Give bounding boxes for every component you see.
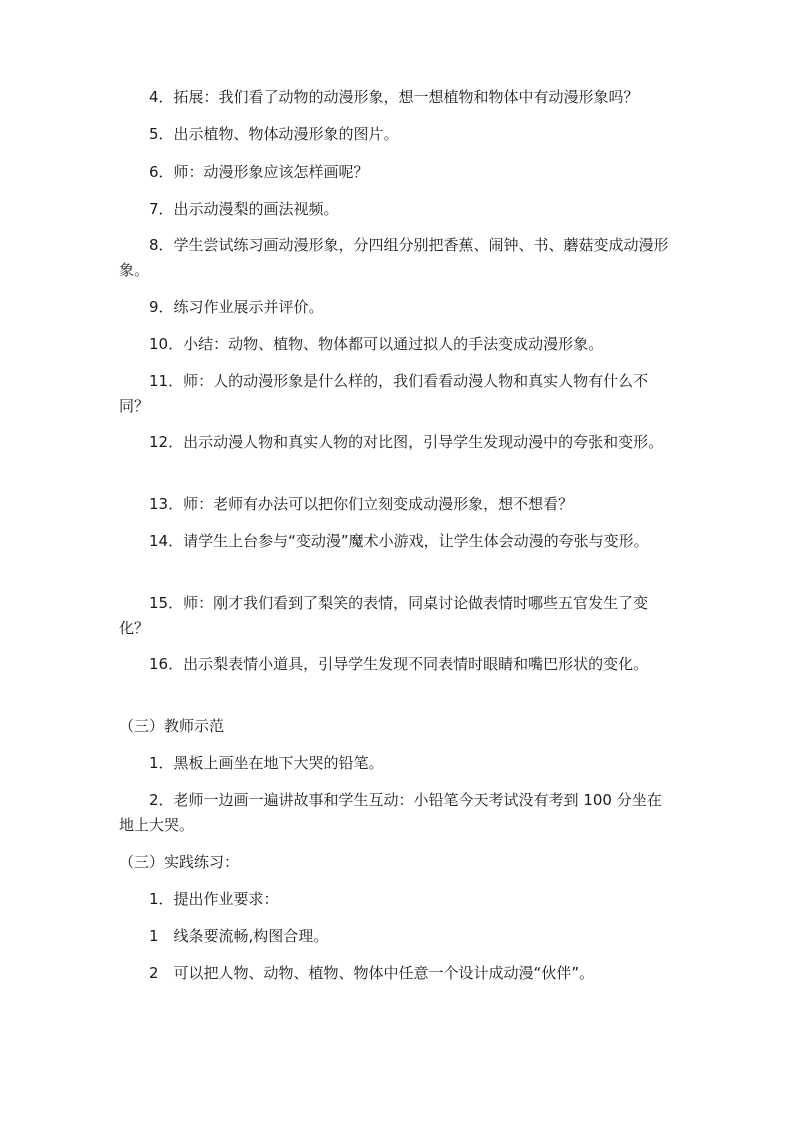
- paragraph-practice-1: 1．提出作业要求：: [149, 890, 279, 908]
- paragraph-item-7: 7．出示动漫梨的画法视频。: [149, 200, 339, 218]
- paragraph-item-14: 14．请学生上台参与“变动漫”魔术小游戏，让学生体会动漫的夸张与变形。: [149, 532, 649, 550]
- paragraph-item-16: 16．出示梨表情小道具，引导学生发现不同表情时眼睛和嘴巴形状的变化。: [149, 655, 649, 673]
- section-heading-practice: （三）实践练习：: [119, 853, 240, 871]
- paragraph-item-9: 9．练习作业展示并评价。: [149, 298, 324, 316]
- paragraph-item-10: 10．小结：动物、植物、物体都可以通过拟人的手法变成动漫形象。: [149, 335, 604, 353]
- paragraph-item-4: 4．拓展：我们看了动物的动漫形象，想一想植物和物体中有动漫形象吗？: [149, 88, 639, 106]
- paragraph-item-11: 11．师：人的动漫形象是什么样的，我们看看动漫人物和真实人物有什么不同？: [119, 372, 649, 415]
- requirement-item-2: 2 可以把人物、动物、植物、物体中任意一个设计成动漫“伙伴”。: [149, 964, 595, 982]
- paragraph-demo-2: 2．老师一边画一遍讲故事和学生互动：小铅笔今天考试没有考到 100 分坐在地上大哭。: [119, 791, 662, 834]
- paragraph-item-5: 5．出示植物、物体动漫形象的图片。: [149, 125, 399, 143]
- paragraph-item-15: 15．师：刚才我们看到了梨笑的表情，同桌讨论做表情时哪些五官发生了变化？: [119, 594, 649, 637]
- paragraph-item-13: 13．师：老师有办法可以把你们立刻变成动漫形象，想不想看？: [149, 495, 574, 513]
- paragraph-item-8: 8．学生尝试练习画动漫形象，分四组分别把香蕉、闹钟、书、蘑菇变成动漫形象。: [119, 236, 669, 279]
- paragraph-item-12: 12．出示动漫人物和真实人物的对比图，引导学生发现动漫中的夸张和变形。: [149, 433, 664, 451]
- requirement-item-1: 1 线条要流畅,构图合理。: [149, 927, 329, 945]
- section-heading-teacher-demo: （三）教师示范: [119, 717, 225, 735]
- paragraph-demo-1: 1．黑板上画坐在地下大哭的铅笔。: [149, 754, 384, 772]
- paragraph-item-6: 6．师：动漫形象应该怎样画呢？: [149, 163, 369, 181]
